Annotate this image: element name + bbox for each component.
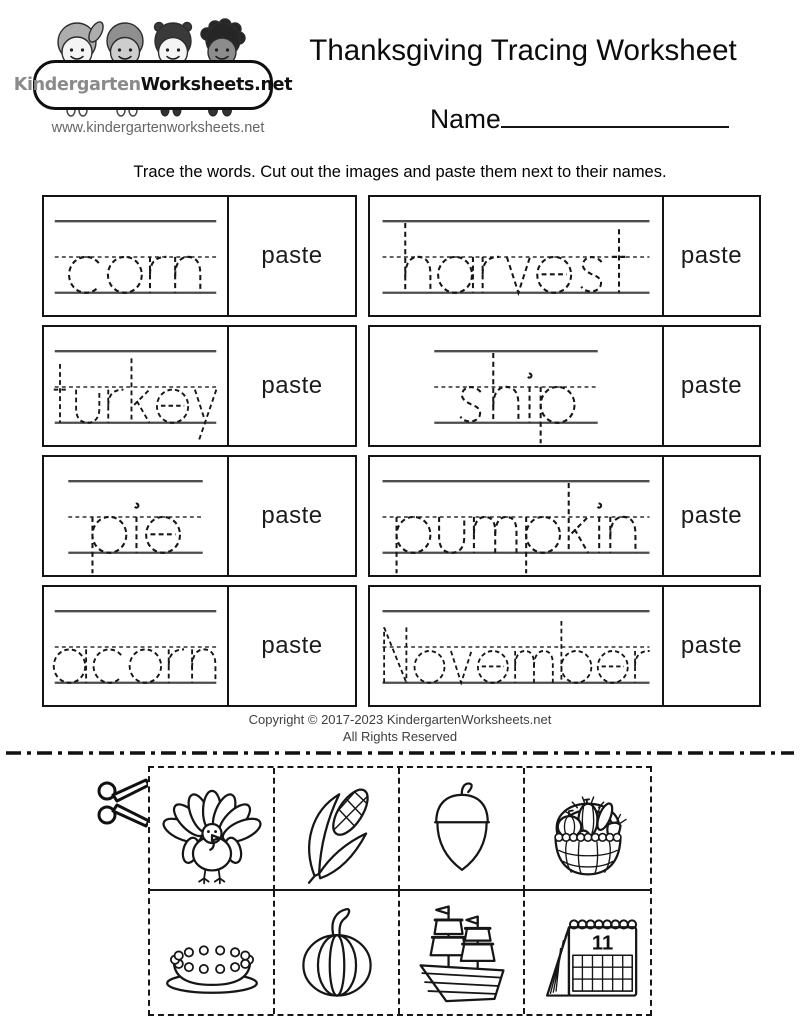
- image-cell: [400, 768, 525, 891]
- trace-cell-acorn: [42, 585, 357, 707]
- instruction-text: Trace the words. Cut out the images and paste them next to their names.: [133, 163, 667, 181]
- image-cell: [275, 768, 400, 891]
- image-grid: [148, 766, 652, 1016]
- trace-grid: [42, 195, 761, 707]
- paste-box: [227, 457, 355, 575]
- paste-label: paste: [261, 632, 323, 659]
- paste-label: paste: [261, 372, 323, 399]
- image-cell: [525, 768, 650, 891]
- rights-text: All Rights Reserved: [342, 728, 458, 744]
- acorn-image: [406, 773, 518, 885]
- paste-box: [227, 197, 355, 315]
- name-label: Name: [430, 104, 501, 134]
- paste-box: [662, 457, 759, 575]
- paste-box: [227, 587, 355, 705]
- trace-word-pumpkin: [370, 457, 662, 575]
- paste-label: paste: [680, 502, 743, 529]
- image-cell: [150, 891, 275, 1014]
- paste-box: [662, 197, 759, 315]
- trace-word-november: [370, 587, 662, 705]
- image-cell: [400, 891, 525, 1014]
- trace-cell-pumpkin: [368, 455, 761, 577]
- image-cell: [150, 768, 275, 891]
- trace-word-pie: [44, 457, 227, 575]
- brand-black-text: Worksheets.net: [140, 75, 293, 95]
- paste-label: paste: [680, 632, 743, 659]
- trace-cell-corn: [42, 195, 357, 317]
- trace-cell-ship: [368, 325, 761, 447]
- paste-box: [662, 587, 759, 705]
- paste-label: paste: [261, 502, 323, 529]
- name-blank-line: [501, 104, 729, 128]
- image-cell: [525, 891, 650, 1014]
- calendar-image: [532, 897, 644, 1009]
- trace-cell-november: [368, 585, 761, 707]
- trace-word-harvest: [370, 197, 662, 315]
- image-cell: [275, 891, 400, 1014]
- pumpkin-image: [281, 897, 393, 1009]
- paste-box: [662, 327, 759, 445]
- logo-url: www.kindergartenworksheets.net: [51, 120, 265, 136]
- ship-image: [406, 897, 518, 1009]
- paste-label: paste: [680, 242, 743, 269]
- pie-image: [156, 897, 268, 1009]
- trace-word-corn: [44, 197, 227, 315]
- page-title: Thanksgiving Tracing Worksheet: [309, 34, 737, 67]
- paste-box: [227, 327, 355, 445]
- trace-cell-turkey: [42, 325, 357, 447]
- trace-cell-harvest: [368, 195, 761, 317]
- paste-label: paste: [680, 372, 743, 399]
- brand-box: [13, 60, 293, 110]
- scissors-icon: [96, 768, 154, 838]
- logo: [13, 14, 293, 154]
- corn-image: [281, 773, 393, 885]
- copyright-block: [0, 712, 800, 745]
- trace-cell-pie: [42, 455, 357, 577]
- harvest-basket-image: [532, 773, 644, 885]
- brand-gray-text: Kindergarten: [13, 75, 141, 95]
- name-row: [430, 104, 729, 135]
- turkey-image: [156, 773, 268, 885]
- cut-line: [6, 749, 794, 757]
- trace-word-ship: [370, 327, 662, 445]
- trace-word-acorn: [44, 587, 227, 705]
- copyright-text: Copyright © 2017-2023 KindergartenWorksheets.net: [248, 712, 552, 727]
- paste-label: paste: [261, 242, 323, 269]
- svg-text:11: 11: [591, 932, 613, 955]
- trace-word-turkey: [44, 327, 227, 445]
